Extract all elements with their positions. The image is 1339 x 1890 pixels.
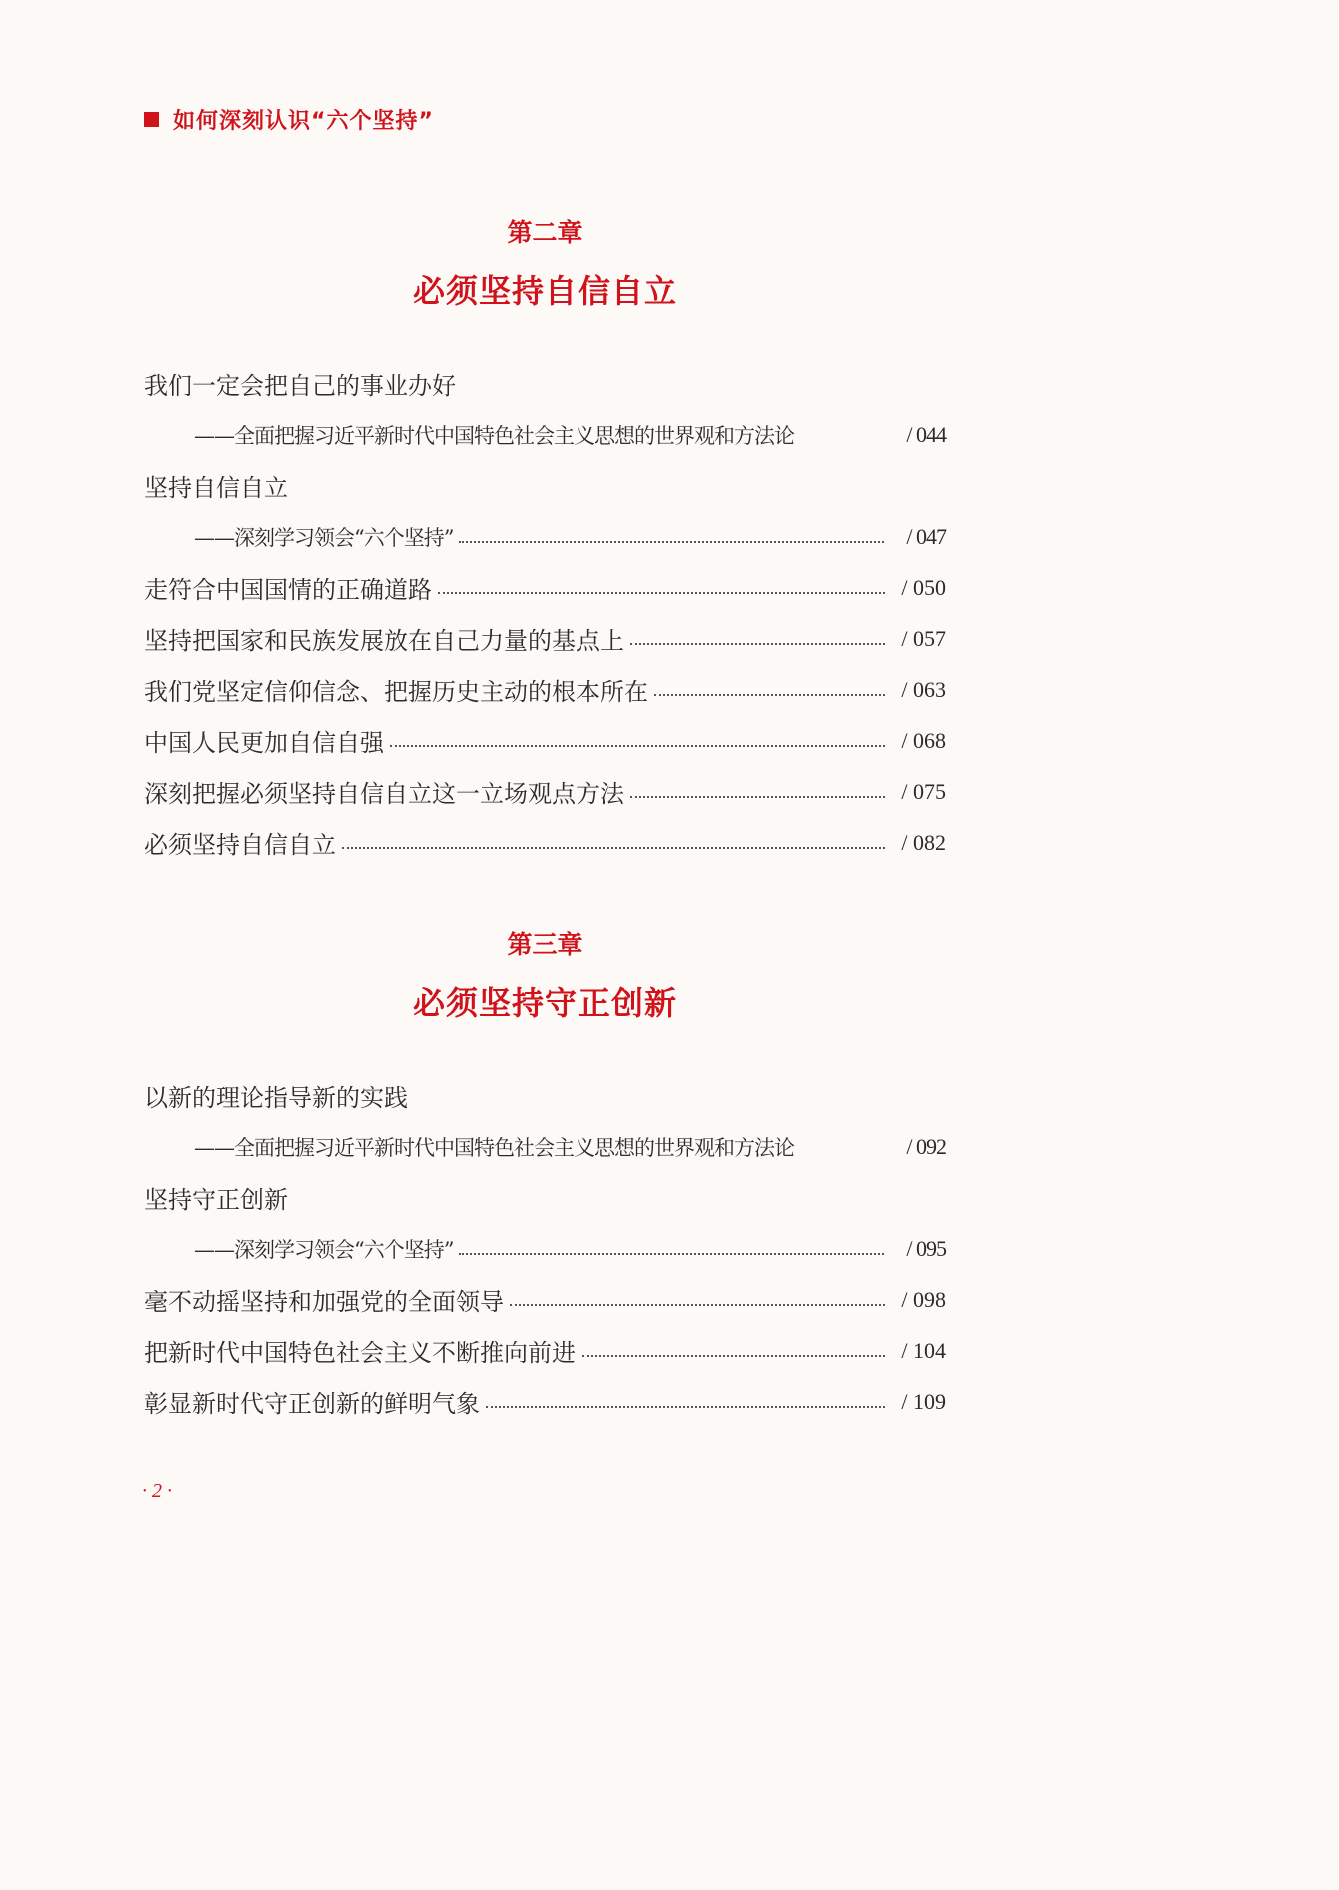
toc-entry-title: 坚持把国家和民族发展放在自己力量的基点上 <box>144 627 624 655</box>
dot-leader <box>438 590 885 594</box>
dot-leader <box>630 641 885 645</box>
toc-entry-title: 深刻把握必须坚持自信自立这一立场观点方法 <box>144 780 624 808</box>
dot-leader <box>510 1302 885 1306</box>
toc-page-number: / 109 <box>901 1388 946 1414</box>
chapter-3-title: 必须坚持守正创新 <box>412 984 677 1022</box>
chapter-3-toc-list <box>144 1070 946 1427</box>
running-header-title: 如何深刻认识“六个坚持” <box>173 109 434 134</box>
toc-entry-row[interactable] <box>144 460 946 511</box>
toc-page-number: / 050 <box>901 574 946 600</box>
toc-subtitle: ——深刻学习领会“六个坚持” <box>194 1237 454 1262</box>
toc-entry-title: 彰显新时代守正创新的鲜明气象 <box>144 1390 480 1418</box>
toc-page-number: / 068 <box>901 727 946 753</box>
toc-entry-title: 以新的理论指导新的实践 <box>144 1084 408 1112</box>
toc-entry-title: 毫不动摇坚持和加强党的全面领导 <box>144 1288 504 1316</box>
toc-subtitle-row[interactable] <box>144 1121 946 1172</box>
toc-entry-row[interactable] <box>144 715 946 766</box>
chapter-2-title: 必须坚持自信自立 <box>412 272 677 310</box>
toc-subtitle-row[interactable] <box>144 511 946 562</box>
header-square-icon <box>144 112 159 127</box>
toc-page-number: / 057 <box>901 625 946 651</box>
toc-entry-title: 中国人民更加自信自强 <box>144 729 384 757</box>
toc-entry-row[interactable] <box>144 1070 946 1121</box>
toc-subtitle-row[interactable] <box>144 1223 946 1274</box>
page-number: · 2 · <box>142 1480 172 1502</box>
running-header <box>144 104 434 135</box>
chapter-2-toc-list <box>144 358 946 868</box>
toc-page-number: / 075 <box>901 778 946 804</box>
toc-page-number: / 098 <box>901 1286 946 1312</box>
toc-page-number: / 104 <box>901 1337 946 1363</box>
dot-leader <box>459 1251 884 1255</box>
toc-entry-row[interactable] <box>144 1274 946 1325</box>
dot-leader <box>342 845 885 849</box>
toc-page-number: / 092 <box>906 1133 946 1159</box>
toc-entry-row[interactable] <box>144 358 946 409</box>
dot-leader <box>486 1404 885 1408</box>
dot-leader <box>390 743 885 747</box>
toc-entry-title: 坚持自信自立 <box>144 474 288 502</box>
toc-page-number: / 063 <box>901 676 946 702</box>
dot-leader <box>630 794 885 798</box>
toc-subtitle: ——全面把握习近平新时代中国特色社会主义思想的世界观和方法论 <box>194 1135 794 1160</box>
toc-page-number: / 095 <box>906 1235 946 1261</box>
toc-subtitle: ——深刻学习领会“六个坚持” <box>194 525 454 550</box>
chapter-3-label: 第三章 <box>507 930 583 959</box>
toc-entry-title: 我们党坚定信仰信念、把握历史主动的根本所在 <box>144 678 648 706</box>
toc-subtitle: ——全面把握习近平新时代中国特色社会主义思想的世界观和方法论 <box>194 423 794 448</box>
toc-entry-row[interactable] <box>144 1172 946 1223</box>
dot-leader <box>582 1353 885 1357</box>
toc-entry-title: 我们一定会把自己的事业办好 <box>144 372 456 400</box>
toc-entry-title: 把新时代中国特色社会主义不断推向前进 <box>144 1339 576 1367</box>
toc-subtitle-row[interactable] <box>144 409 946 460</box>
toc-entry-title: 走符合中国国情的正确道路 <box>144 576 432 604</box>
toc-entry-row[interactable] <box>144 562 946 613</box>
toc-page-number: / 047 <box>906 523 946 549</box>
toc-entry-title: 坚持守正创新 <box>144 1186 288 1214</box>
toc-entry-row[interactable] <box>144 664 946 715</box>
toc-entry-row[interactable] <box>144 613 946 664</box>
dot-leader <box>654 692 885 696</box>
toc-entry-row[interactable] <box>144 1325 946 1376</box>
toc-page-number: / 044 <box>906 421 946 447</box>
toc-entry-row[interactable] <box>144 817 946 868</box>
toc-entry-row[interactable] <box>144 766 946 817</box>
toc-page-number: / 082 <box>901 829 946 855</box>
toc-entry-title: 必须坚持自信自立 <box>144 831 336 859</box>
toc-entry-row[interactable] <box>144 1376 946 1427</box>
chapter-2-label: 第二章 <box>507 218 583 247</box>
dot-leader <box>459 539 884 543</box>
